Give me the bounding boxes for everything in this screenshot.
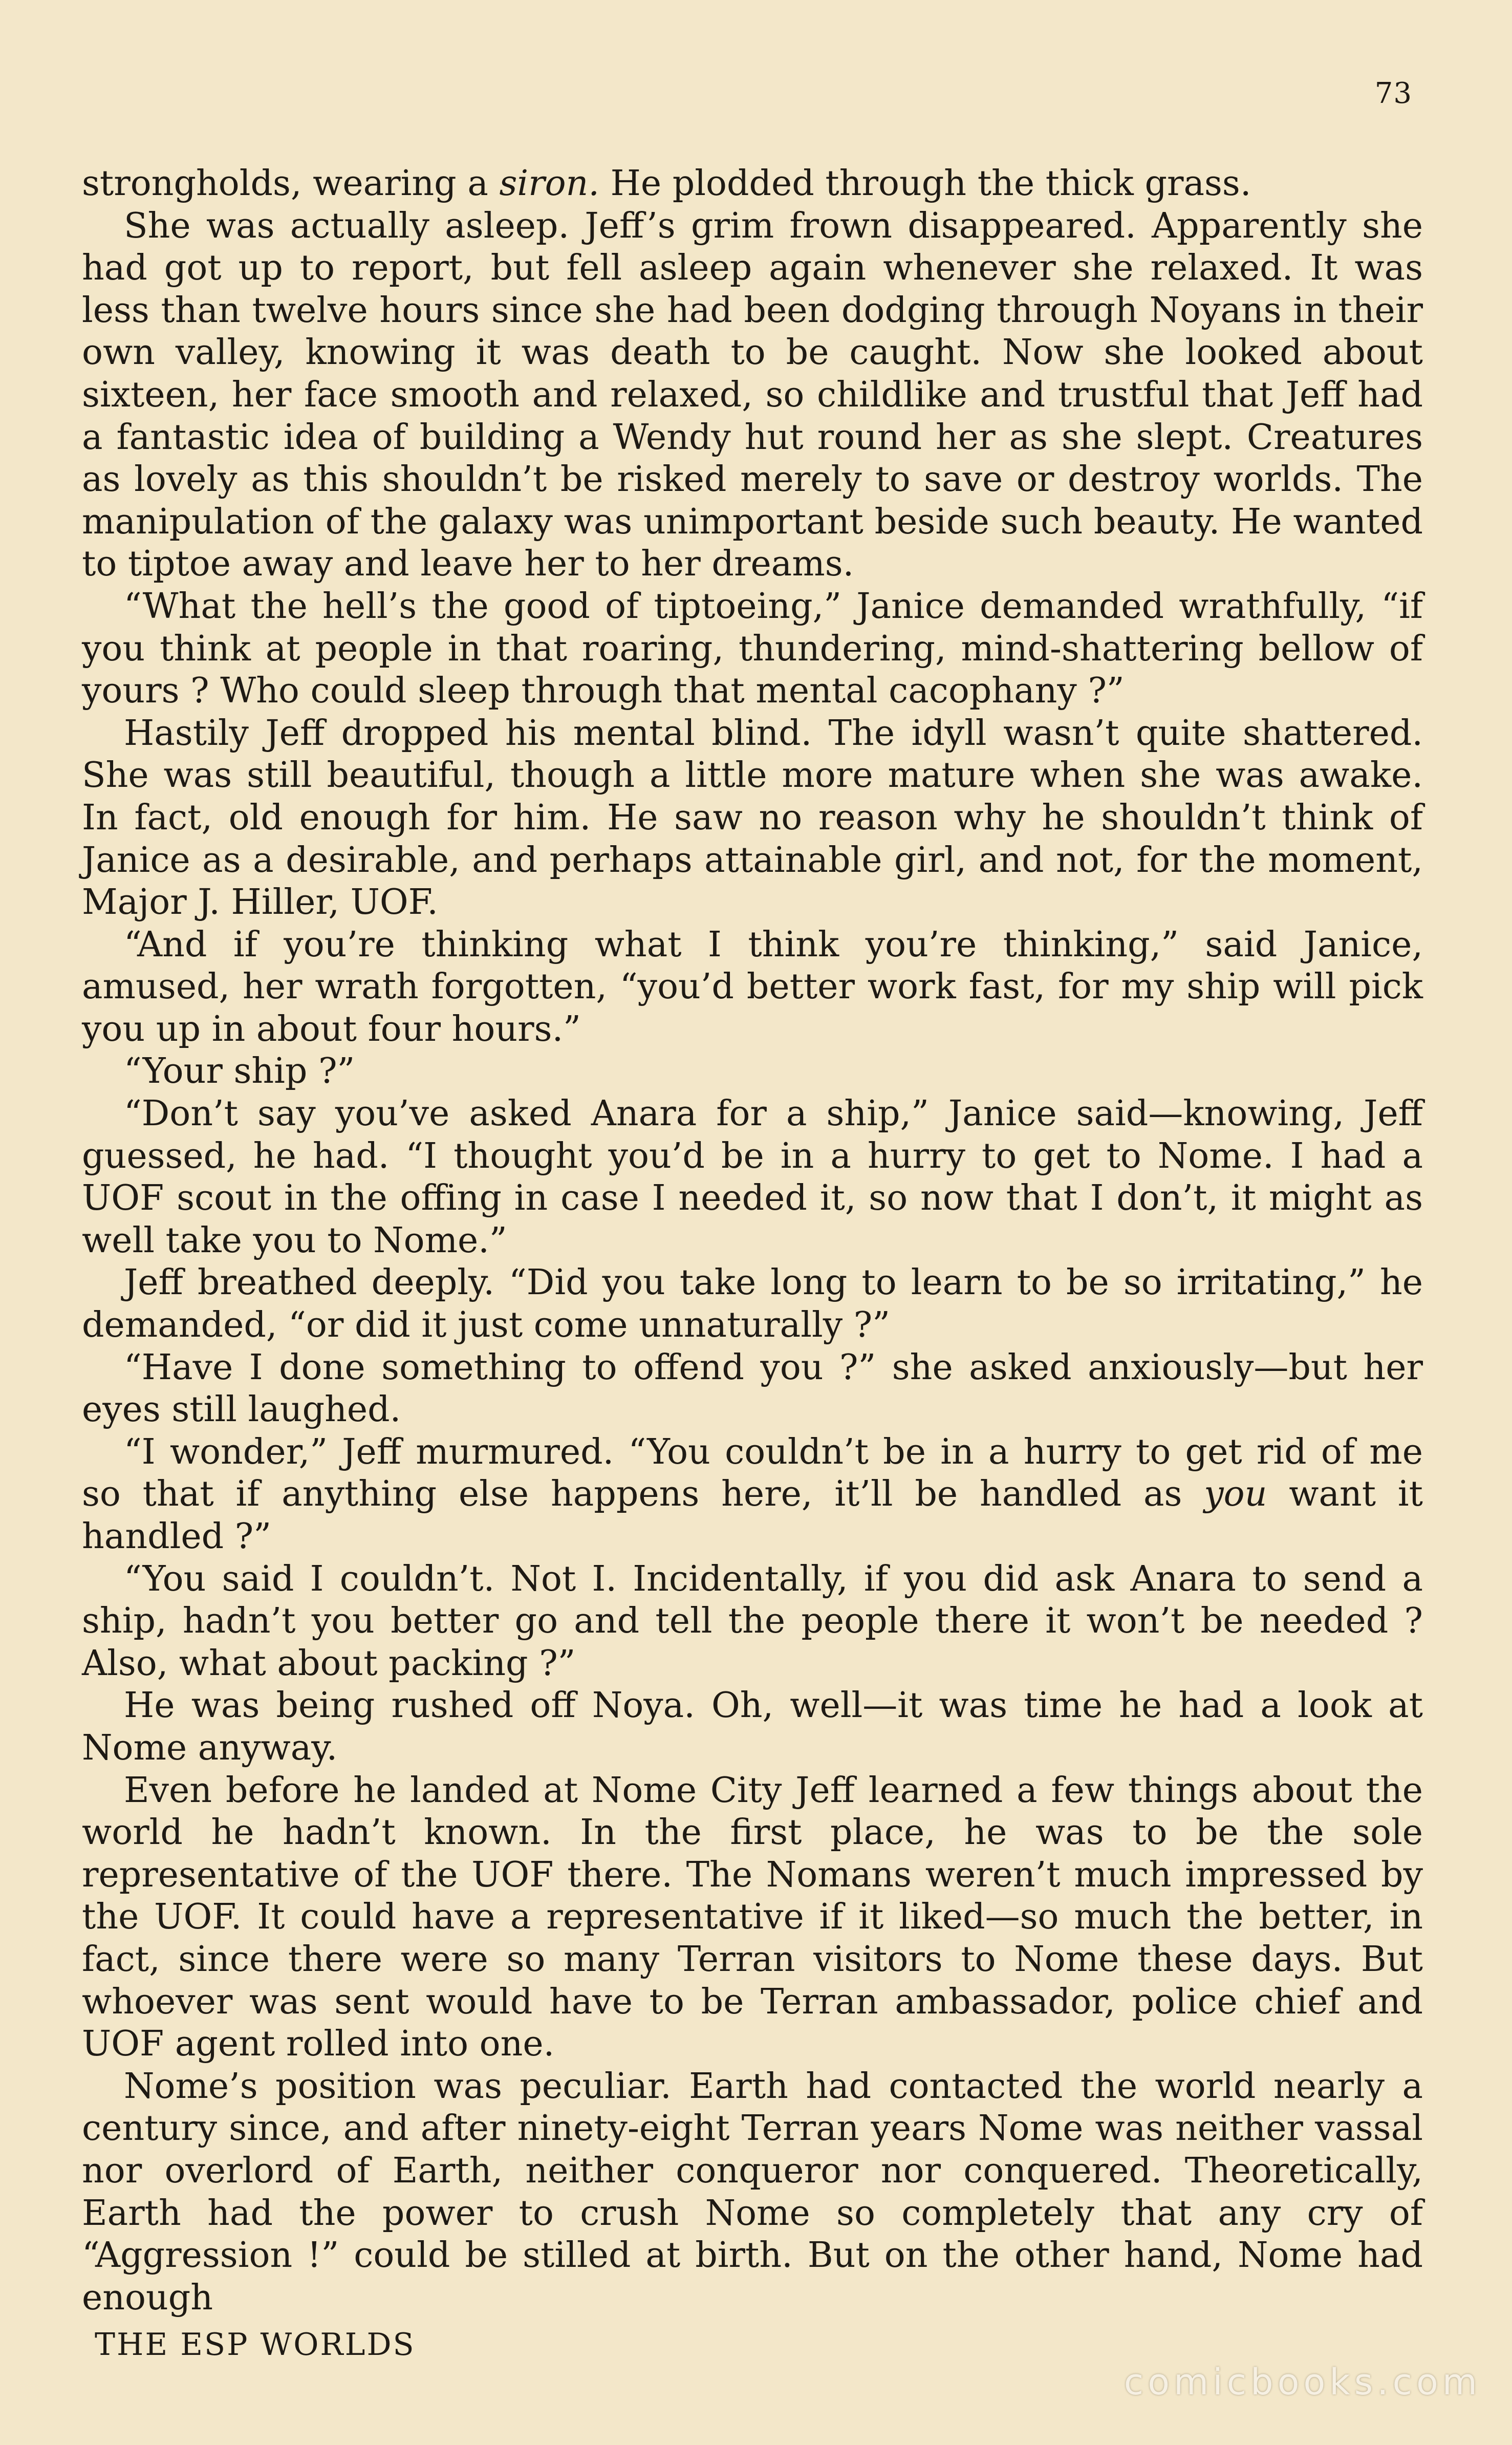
paragraph	[82, 1770, 1423, 2066]
text-run: Hastily Jeff dropped his mental blind. The idyll wasn’t quite shattered. She was still beautiful, though a little more mature when she was awake. In fact, old enough for him. He saw no reason why he shouldn’t think of Janice as a desirable, and perhaps attainable girl, and not, for the moment, Major J. Hiller, UOF.	[82, 713, 1423, 923]
text-run: “You said I couldn’t. Not I. Incidentally, if you did ask Anara to send a ship, hadn’t you better go and tell the people there it won’t be needed ? Also, what about packing ?”	[82, 1558, 1423, 1684]
text-run: Nome’s position was peculiar. Earth had contacted the world nearly a century since, and after ninety-eight Terran years Nome was neither vassal nor overlord of Earth, neither conqueror nor conquered. Theoretically, Earth had the power to crush Nome so completely that any cry of “Aggression !” could be stilled at birth. But on the other hand, Nome had enough	[82, 2066, 1423, 2318]
paragraph	[82, 1262, 1423, 1346]
paragraph	[82, 586, 1423, 713]
paragraph	[82, 205, 1423, 586]
paragraph	[82, 1685, 1423, 1769]
paragraph	[82, 924, 1423, 1051]
text-run: She was actually asleep. Jeff’s grim frown disappeared. Apparently she had got up to report, but fell asleep again whenever she relaxed. It was less than twelve hours since she had been dodging through Noyans in their own valley, knowing it was death to be caught. Now she looked about sixteen, her face smooth and relaxed, so childlike and trustful that Jeff had a fantastic idea of building a Wendy hut round her as she slept. Creatures as lovely as this shouldn’t be risked merely to save or destroy worlds. The manipulation of the galaxy was unimportant beside such beauty. He wanted to tiptoe away and leave her to her dreams.	[82, 205, 1423, 585]
page-number: 73	[1374, 77, 1412, 110]
text-run: He plodded through the thick grass.	[599, 163, 1251, 204]
paragraph	[82, 1093, 1423, 1262]
italic-text: siron.	[499, 163, 599, 204]
text-run: “Your ship ?”	[124, 1051, 355, 1092]
text-run: “Have I done something to offend you ?” she asked anxiously—but her eyes still laughed.	[82, 1347, 1423, 1430]
running-footer: THE ESP WORLDS	[95, 2327, 416, 2363]
text-run: want it handled ?”	[82, 1474, 1423, 1557]
paragraph	[82, 163, 1423, 205]
text-run: strongholds, wearing a	[82, 163, 500, 204]
text-run: “I wonder,” Jeff murmured. “You couldn’t be in a hurry to get rid of me so that if anything else happens here, it’ll be handled as	[82, 1431, 1423, 1515]
text-run: Even before he landed at Nome City Jeff learned a few things about the world he hadn’t known. In the first place, he was to be the sole representative of the UOF there. The Nomans weren’t much impressed by the UOF. It could have a representative if it liked—so much the better, in fact, since there were so many Terran visitors to Nome these days. But whoever was sent would have to be Terran ambassador, police chief and UOF agent rolled into one.	[82, 1770, 1423, 2065]
italic-text: you	[1204, 1474, 1267, 1515]
paragraph	[82, 1558, 1423, 1685]
watermark: comicbooks.com	[1124, 2361, 1481, 2403]
paragraph	[82, 1347, 1423, 1431]
text-run: “What the hell’s the good of tiptoeing,” Janice demanded wrathfully, “if you think at people in that roaring, thundering, mind-shattering bellow of yours ? Who could sleep through that mental cacophany ?”	[82, 586, 1423, 712]
text-run: “Don’t say you’ve asked Anara for a ship,” Janice said—knowing, Jeff guessed, he had. “I thought you’d be in a hurry to get to Nome. I had a UOF scout in the offing in case I needed it, so now that I don’t, it might as well take you to Nome.”	[82, 1093, 1423, 1261]
paragraph	[82, 1050, 1423, 1093]
text-run: He was being rushed off Noya. Oh, well—it was time he had a look at Nome anyway.	[82, 1685, 1423, 1768]
paragraph	[82, 713, 1423, 924]
text-run: “And if you’re thinking what I think you’re thinking,” said Janice, amused, her wrath forgotten, “you’d better work fast, for my ship will pick you up in about four hours.”	[82, 924, 1423, 1049]
body-text	[82, 163, 1423, 2319]
text-run: Jeff breathed deeply. “Did you take long to learn to be so irritating,” he demanded, “or did it just come unnaturally ?”	[82, 1262, 1423, 1346]
paragraph	[82, 1431, 1423, 1558]
paragraph	[82, 2066, 1423, 2320]
